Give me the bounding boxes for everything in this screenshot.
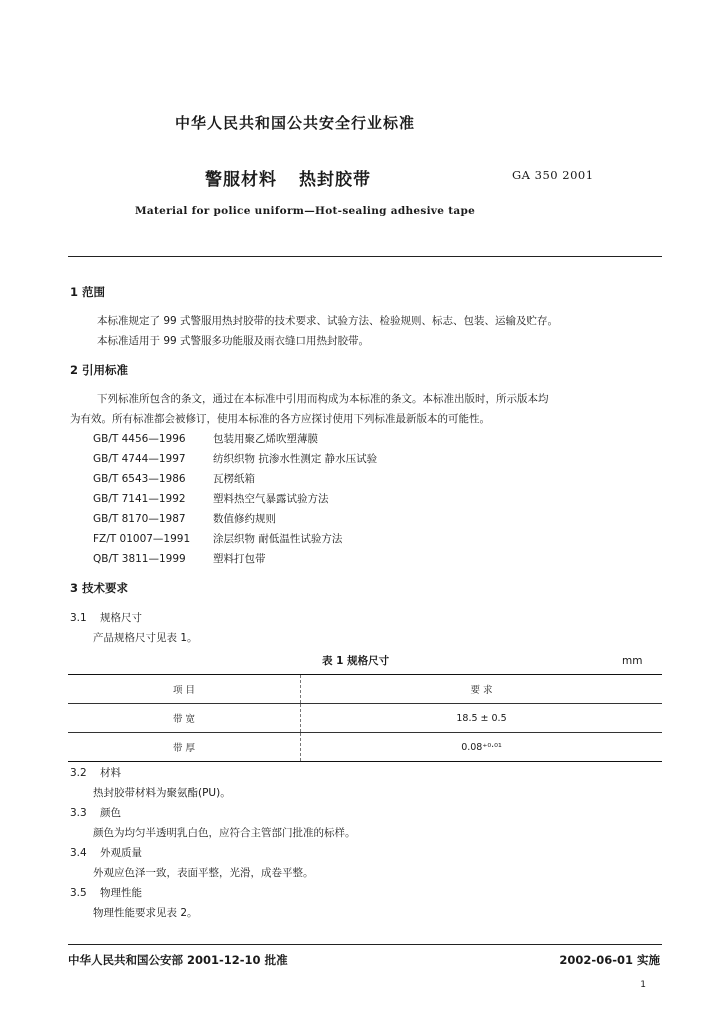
table-cell-item: 带 宽 bbox=[68, 704, 301, 733]
table-cell-requirement: 18.5 ± 0.5 bbox=[301, 704, 663, 733]
table-row bbox=[68, 704, 662, 733]
section-3-5-heading bbox=[70, 885, 142, 900]
section-3-1-text: 产品规格尺寸见表 1。 bbox=[93, 632, 198, 644]
reference-name: 瓦楞纸箱 bbox=[213, 473, 255, 485]
reference-item bbox=[93, 431, 318, 446]
reference-name: 包装用聚乙烯吹塑薄膜 bbox=[213, 433, 318, 445]
page-number: 1 bbox=[640, 980, 646, 990]
section-3-3-text: 颜色为均匀半透明乳白色，应符合主管部门批准的标样。 bbox=[93, 827, 356, 839]
reference-item bbox=[93, 451, 377, 466]
english-title: Material for police uniform—Hot-sealing adhesive tape bbox=[135, 205, 476, 217]
table-header-item: 项 目 bbox=[68, 675, 301, 704]
reference-item bbox=[93, 491, 329, 506]
reference-name: 涂层织物 耐低温性试验方法 bbox=[213, 533, 343, 545]
section-3-4-heading bbox=[70, 845, 142, 860]
table-header-requirement: 要 求 bbox=[301, 675, 663, 704]
table-1-unit: mm bbox=[622, 655, 643, 667]
table-cell-item: 带 厚 bbox=[68, 733, 301, 762]
reference-code: GB/T 6543—1986 bbox=[93, 473, 186, 485]
reference-name: 塑料打包带 bbox=[213, 553, 266, 565]
section-title: 规格尺寸 bbox=[100, 612, 142, 624]
reference-name: 数值修约规则 bbox=[213, 513, 276, 525]
reference-item bbox=[93, 511, 276, 526]
section-number: 3.1 bbox=[70, 612, 87, 624]
reference-code: GB/T 4456—1996 bbox=[93, 433, 186, 445]
section-3-heading: 3 技术要求 bbox=[70, 581, 129, 595]
section-3-1-heading bbox=[70, 610, 142, 625]
section-title: 外观质量 bbox=[100, 847, 142, 859]
section-number: 3.2 bbox=[70, 767, 87, 779]
reference-code: GB/T 8170—1987 bbox=[93, 513, 186, 525]
standard-org-header: 中华人民共和国公共安全行业标准 bbox=[174, 114, 415, 132]
section-3-2-heading bbox=[70, 765, 121, 780]
table-1 bbox=[68, 674, 662, 762]
table-row bbox=[68, 733, 662, 762]
section-3-3-heading bbox=[70, 805, 121, 820]
section-title: 材料 bbox=[100, 767, 121, 779]
section-title: 颜色 bbox=[100, 807, 121, 819]
section-3-2-text: 热封胶带材料为聚氨酯(PU)。 bbox=[93, 787, 231, 799]
reference-item bbox=[93, 471, 255, 486]
section-2-paragraph-2: 为有效。所有标准都会被修订，使用本标准的各方应探讨使用下列标准最新版本的可能性。 bbox=[70, 413, 490, 425]
section-1-paragraph-1: 本标准规定了 99 式警服用热封胶带的技术要求、试验方法、检验规则、标志、包装、运输及贮存。 bbox=[97, 315, 559, 327]
reference-name: 纺织织物 抗渗水性测定 静水压试验 bbox=[213, 453, 378, 465]
reference-code: FZ/T 01007—1991 bbox=[93, 533, 191, 545]
table-1-caption: 表 1 规格尺寸 bbox=[322, 655, 390, 667]
reference-item bbox=[93, 551, 266, 566]
title-part-1: 警服材料 bbox=[205, 170, 277, 190]
reference-name: 塑料热空气暴露试验方法 bbox=[213, 493, 329, 505]
section-1-heading: 1 范围 bbox=[70, 285, 106, 299]
section-number: 3.3 bbox=[70, 807, 87, 819]
section-number: 3.5 bbox=[70, 887, 87, 899]
section-title: 物理性能 bbox=[100, 887, 142, 899]
section-1-paragraph-2: 本标准适用于 99 式警服多功能服及雨衣缝口用热封胶带。 bbox=[97, 335, 370, 347]
reference-code: GB/T 7141—1992 bbox=[93, 493, 186, 505]
section-2-heading: 2 引用标准 bbox=[70, 363, 129, 377]
title-part-2: 热封胶带 bbox=[299, 170, 371, 190]
effective-date: 2002-06-01 实施 bbox=[559, 953, 660, 967]
reference-item bbox=[93, 531, 342, 546]
section-3-5-text: 物理性能要求见表 2。 bbox=[93, 907, 198, 919]
section-2-paragraph-1: 下列标准所包含的条文，通过在本标准中引用而构成为本标准的条文。本标准出版时，所示版本均 bbox=[97, 393, 549, 405]
reference-code: QB/T 3811—1999 bbox=[93, 553, 186, 565]
reference-code: GB/T 4744—1997 bbox=[93, 453, 186, 465]
standard-code: GA 350 2001 bbox=[512, 168, 594, 182]
section-3-4-text: 外观应色泽一致，表面平整，光滑，成卷平整。 bbox=[93, 867, 314, 879]
document-title bbox=[205, 165, 371, 190]
table-header-row bbox=[68, 675, 662, 704]
footer-rule bbox=[68, 944, 662, 945]
approval-statement: 中华人民共和国公安部 2001-12-10 批准 bbox=[68, 953, 288, 967]
header-rule bbox=[68, 256, 662, 257]
table-cell-requirement: 0.08⁺⁰·⁰¹ bbox=[301, 733, 663, 762]
section-number: 3.4 bbox=[70, 847, 87, 859]
